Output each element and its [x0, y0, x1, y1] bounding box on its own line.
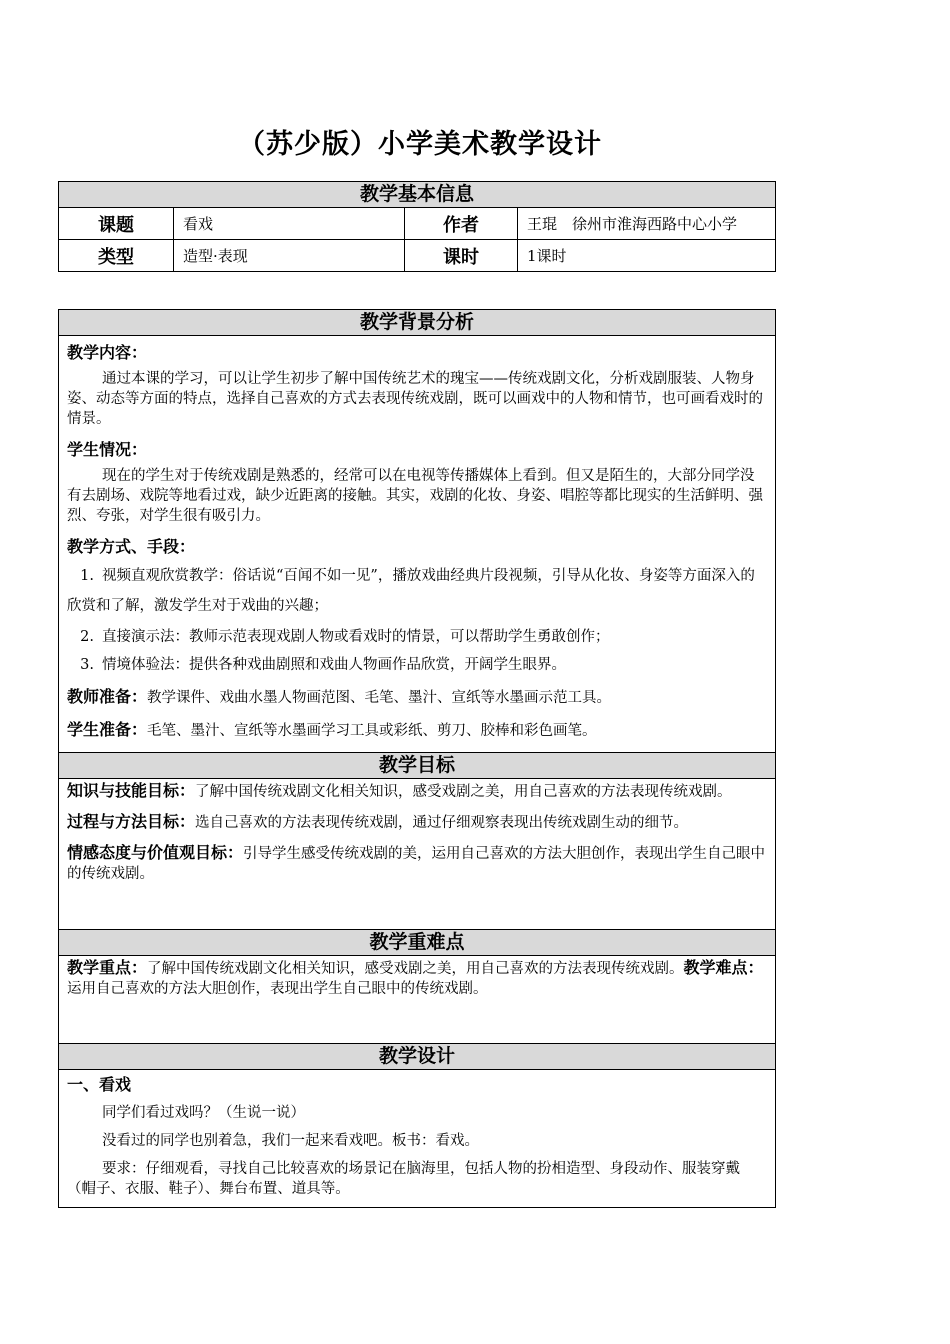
period-label: 课时 — [405, 240, 518, 272]
content-text: 通过本课的学习，可以让学生初步了解中国传统艺术的瑰宝——传统戏剧文化，分析戏剧服装、人物身姿、动态等方面的特点，选择自己喜欢的方式去表现传统戏剧，既可以画戏中的人物和情节，也可画看戏时的情景。 — [67, 371, 763, 427]
goals-body — [59, 779, 776, 930]
period-value: 1课时 — [518, 240, 776, 272]
students-title: 学生情况： — [67, 440, 148, 459]
process-goal: 过程与方法目标：选自己喜欢的方法表现传统戏剧，通过仔细观察表现出传统戏剧生动的细节。 — [67, 812, 689, 831]
basic-info-table — [58, 181, 776, 272]
basic-info-header: 教学基本信息 — [59, 182, 776, 208]
document-title: （苏少版）小学美术教学设计 — [238, 129, 602, 160]
design-section-title: 一、看戏 — [67, 1075, 132, 1094]
knowledge-goal: 知识与技能目标：了解中国传统戏剧文化相关知识，感受戏剧之美，用自己喜欢的方法表现传统戏剧。 — [67, 781, 732, 800]
author-value: 王琨 徐州市淮海西路中心小学 — [518, 208, 776, 240]
background-body — [59, 336, 776, 753]
design-header: 教学设计 — [59, 1044, 776, 1070]
design-body — [59, 1070, 776, 1208]
lesson-plan-table — [58, 309, 776, 1208]
topic-label: 课题 — [59, 208, 174, 240]
goals-header: 教学目标 — [59, 753, 776, 779]
type-label: 类型 — [59, 240, 174, 272]
background-header: 教学背景分析 — [59, 310, 776, 336]
method-item: 3. 情境体验法：提供各种戏曲剧照和戏曲人物画作品欣赏，开阔学生眼界。 — [80, 657, 566, 673]
students-text: 现在的学生对于传统戏剧是熟悉的，经常可以在电视等传播媒体上看到。但又是陌生的，大部分同学没有去剧场、戏院等地看过戏，缺少近距离的接触。其实，戏剧的化妆、身姿、唱腔等都比现实的生活鲜明、强烈、夸张，对学生很有吸引力。 — [67, 468, 763, 524]
design-paragraph: 同学们看过戏吗？（生说一说） — [102, 1105, 305, 1121]
keypoints-body — [59, 956, 776, 1044]
type-value: 造型·表现 — [174, 240, 405, 272]
method-item: 2. 直接演示法：教师示范表现戏剧人物或看戏时的情景，可以帮助学生勇敢创作； — [80, 629, 610, 645]
teacher-prep: 教师准备：教学课件、戏曲水墨人物画范图、毛笔、墨汁、宣纸等水墨画示范工具。 — [67, 687, 612, 706]
key-and-difficult-points: 教学重点：了解中国传统戏剧文化相关知识，感受戏剧之美，用自己喜欢的方法表现传统戏剧。教学难点：运用自己喜欢的方法大胆创作，表现出学生自己眼中的传统戏剧。 — [67, 958, 764, 997]
student-prep: 学生准备：毛笔、墨汁、宣纸等水墨画学习工具或彩纸、剪刀、胶棒和彩色画笔。 — [67, 720, 597, 739]
topic-value: 看戏 — [174, 208, 405, 240]
author-label: 作者 — [405, 208, 518, 240]
method-item: 1. 视频直观欣赏教学：俗话说“百闻不如一见”，播放戏曲经典片段视频，引导从化妆、身姿等方面深入的欣赏和了解，激发学生对于戏曲的兴趣； — [67, 568, 755, 614]
keypoints-header: 教学重难点 — [59, 930, 776, 956]
emotion-goal: 情感态度与价值观目标：引导学生感受传统戏剧的美，运用自己喜欢的方法大胆创作，表现出学生自己眼中的传统戏剧。 — [67, 843, 766, 882]
design-paragraph: 要求：仔细观看，寻找自己比较喜欢的场景记在脑海里，包括人物的扮相造型、身段动作、服装穿戴（帽子、衣服、鞋子）、舞台布置、道具等。 — [67, 1161, 740, 1197]
content-title: 教学内容： — [67, 343, 148, 362]
design-paragraph: 没看过的同学也别着急，我们一起来看戏吧。板书：看戏。 — [102, 1133, 479, 1149]
methods-title: 教学方式、手段： — [67, 537, 196, 556]
